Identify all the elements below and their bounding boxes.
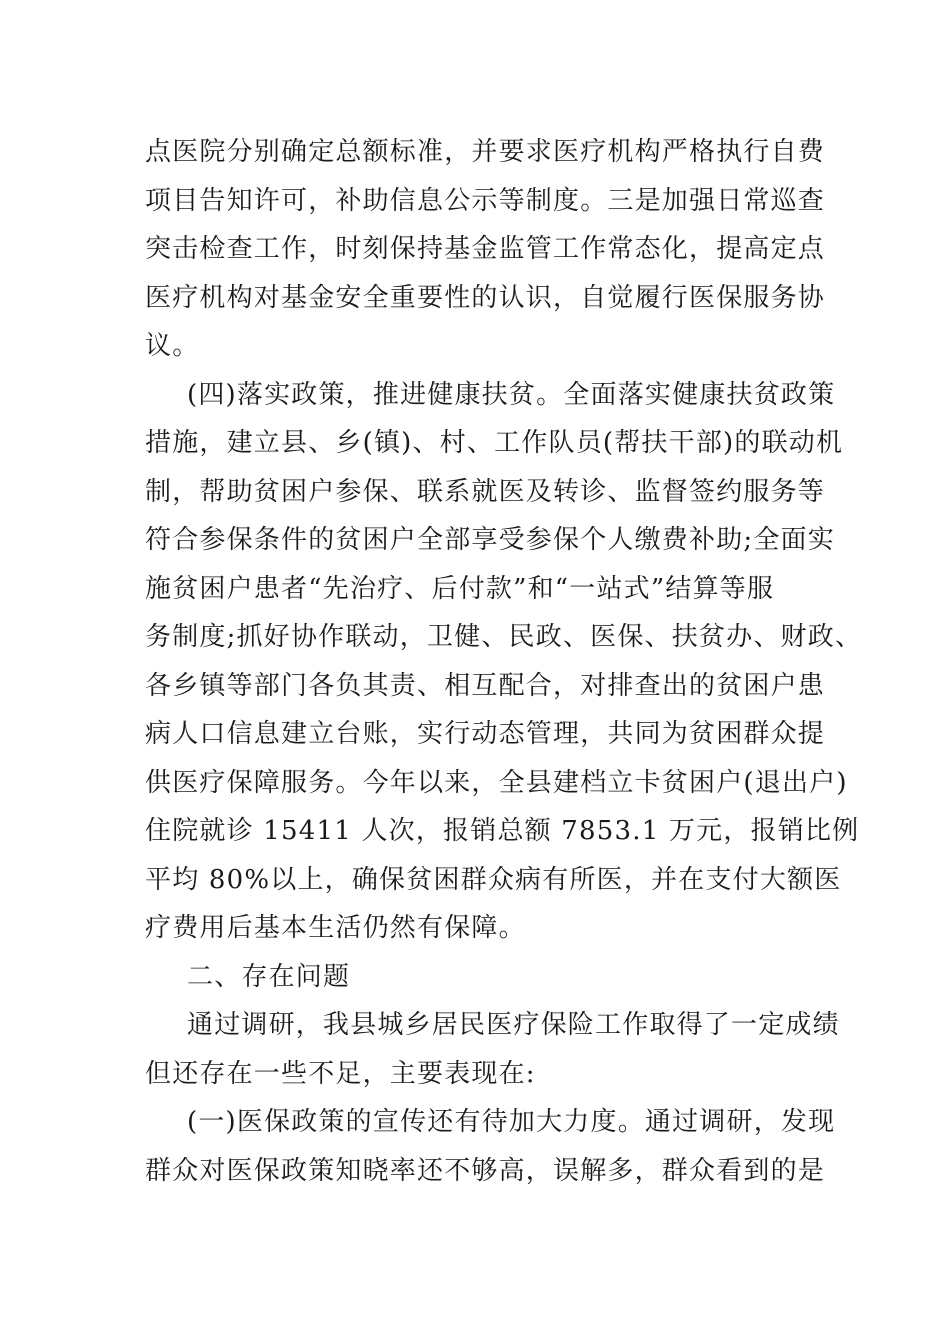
text-line: 施贫困户患者“先治疗、后付款”和“一站式”结算等服 bbox=[145, 573, 775, 604]
paragraph-start-line: (四)落实政策，推进健康扶贫。全面落实健康扶贫政策 bbox=[187, 379, 836, 410]
text-line: 点医院分别确定总额标准，并要求医疗机构严格执行自费 bbox=[145, 137, 826, 167]
paragraph-start-line: 通过调研，我县城乡居民医疗保险工作取得了一定成绩 bbox=[187, 1010, 840, 1040]
text-line: 供医疗保障服务。今年以来，全县建档立卡贫困户(退出户) bbox=[145, 767, 848, 798]
text-line: 但还存在一些不足，主要表现在: bbox=[145, 1058, 536, 1089]
section-heading: 二、存在问题 bbox=[187, 961, 351, 992]
document-body bbox=[145, 128, 863, 1195]
text-line: 平均 80%以上，确保贫困群众病有所医，并在支付大额医 bbox=[145, 864, 842, 895]
text-line: 各乡镇等部门各负其责、相互配合，对排查出的贫困户患 bbox=[145, 670, 826, 701]
text-line: 疗费用后基本生活仍然有保障。 bbox=[145, 913, 526, 943]
text-line: 措施，建立县、乡(镇)、村、工作队员(帮扶干部)的联动机 bbox=[145, 428, 844, 458]
paragraph-start-line: (一)医保政策的宣传还有待加大力度。通过调研，发现 bbox=[187, 1107, 836, 1137]
text-line: 务制度;抓好协作联动，卫健、民政、医保、扶贫办、财政、 bbox=[145, 622, 863, 652]
text-line: 群众对医保政策知晓率还不够高，误解多，群众看到的是 bbox=[145, 1155, 826, 1186]
text-line: 制，帮助贫困户参保、联系就医及转诊、监督签约服务等 bbox=[145, 476, 826, 507]
text-line: 突击检查工作，时刻保持基金监管工作常态化，提高定点 bbox=[145, 234, 826, 264]
text-line: 病人口信息建立台账，实行动态管理，共同为贫困群众提 bbox=[145, 719, 826, 749]
text-line: 医疗机构对基金安全重要性的认识，自觉履行医保服务协 bbox=[145, 282, 826, 313]
text-line: 住院就诊 15411 人次，报销总额 7853.1 万元，报销比例 bbox=[145, 816, 860, 846]
text-line: 符合参保条件的贫困户全部享受参保个人缴费补助;全面实 bbox=[145, 525, 835, 555]
text-line: 议。 bbox=[145, 331, 200, 361]
text-line: 项目告知许可，补助信息公示等制度。三是加强日常巡查 bbox=[145, 185, 826, 216]
